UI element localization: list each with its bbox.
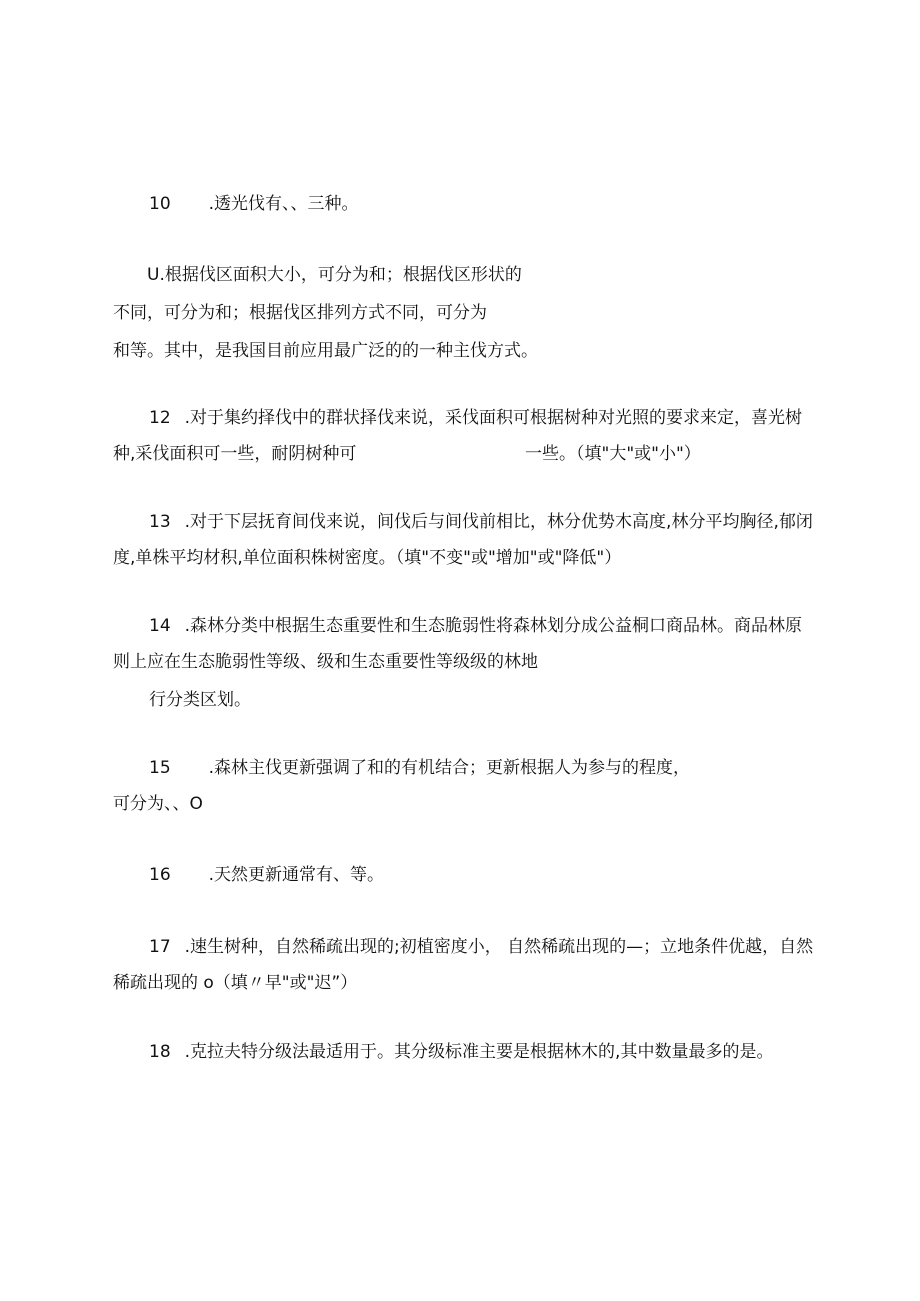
q18-line <box>149 1041 773 1063</box>
q17-line-1 <box>149 936 813 958</box>
q13-text-1: .对于下层抚育间伐来说，间伐后与间伐前相比，林分优势木高度,林分平均胸径,郁闭 <box>184 512 813 532</box>
q12-line-1 <box>149 407 802 429</box>
q14-line-1 <box>149 615 802 637</box>
q18-number: 18 <box>149 1042 171 1062</box>
q12-line-2b: 一些。（填"大"或"小"） <box>525 444 701 464</box>
q11-line-1: U.根据伐区面积大小，可分为和；根据伐区形状的 <box>147 265 522 285</box>
q15-number: 15 <box>149 758 171 778</box>
q17-line-2: 稀疏出现的 o（填〃早"或"迟”） <box>113 973 358 993</box>
q14-text-1: .森林分类中根据生态重要性和生态脆弱性将森林划分成公益桐口商品林。商品林原 <box>184 616 803 636</box>
q10-number: 10 <box>149 194 171 214</box>
q11-line-2: 不同，可分为和；根据伐区排列方式不同，可分为 <box>113 303 487 323</box>
q11-line-3: 和等。其中，是我国目前应用最广泛的的一种主伐方式。 <box>113 341 538 361</box>
q13-number: 13 <box>149 512 171 532</box>
q12-line-2a: 种,采伐面积可一些，耐阴树种可 <box>113 444 357 464</box>
q13-line-2: 度,单株平均材积,单位面积株树密度。（填"不变"或"增加"或"降低"） <box>113 548 622 568</box>
q16-text: .天然更新通常有、等。 <box>208 865 385 885</box>
q15-text-1: .森林主伐更新强调了和的有机结合；更新根据人为参与的程度， <box>208 758 691 778</box>
q15-line-2: 可分为、、O <box>113 794 203 814</box>
q10-line <box>149 193 359 215</box>
q10-text: .透光伐有、、三种。 <box>208 194 359 214</box>
q13-line-1 <box>149 511 813 533</box>
q12-number: 12 <box>149 408 171 428</box>
q12-text-1: .对于集约择伐中的群状择伐来说，采伐面积可根据树种对光照的要求来定，喜光树 <box>184 408 803 428</box>
q14-line-3: 行分类区划。 <box>149 690 251 710</box>
q17-number: 17 <box>149 937 171 957</box>
q14-number: 14 <box>149 616 171 636</box>
q18-text: .克拉夫特分级法最适用于。其分级标准主要是根据林木的,其中数量最多的是。 <box>184 1042 774 1062</box>
q14-line-2: 则上应在生态脆弱性等级、级和生态重要性等级级的林地 <box>113 652 538 672</box>
q16-number: 16 <box>149 865 171 885</box>
q15-line-1 <box>149 757 690 779</box>
q16-line <box>149 864 384 886</box>
q17-text-1: .速生树种，自然稀疏出现的;初植密度小， 自然稀疏出现的—；立地条件优越，自然 <box>184 937 814 957</box>
